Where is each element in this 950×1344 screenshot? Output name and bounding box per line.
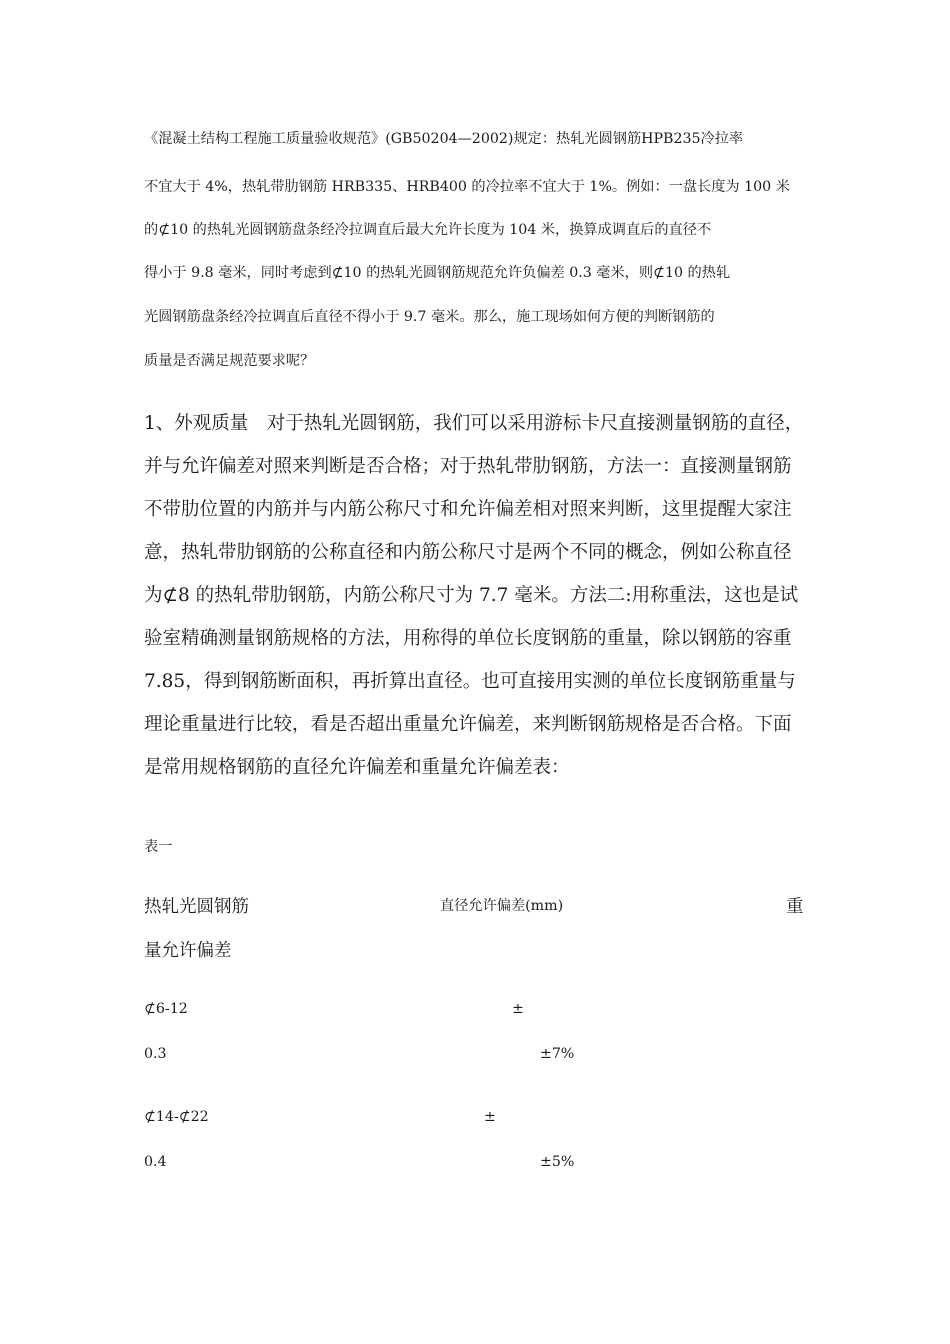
row-1-plus-minus: ± <box>512 1001 524 1017</box>
paragraph-1-line-1: 《混凝土结构工程施工质量验收规范》(GB50204—2002)规定：热轧光圆钢筋HPB235冷拉率 <box>144 131 744 147</box>
paragraph-1-line-6: 质量是否满足规范要求呢？ <box>144 353 315 369</box>
row-1-spec: ⊄6-12 <box>144 1001 188 1017</box>
row-1-weight-deviation: ±7% <box>540 1046 575 1062</box>
paragraph-2-line-8: 理论重量进行比较，看是否超出重量允许偏差，来判断钢筋规格是否合格。下面 <box>144 714 792 735</box>
paragraph-2-line-3: 不带肋位置的内筋并与内筋公称尺寸和允许偏差相对照来判断，这里提醒大家注 <box>144 499 792 520</box>
header-diameter-deviation: 直径允许偏差(mm) <box>440 898 564 914</box>
paragraph-2-line-1: 1、外观质量 对于热轧光圆钢筋，我们可以采用游标卡尺直接测量钢筋的直径， <box>144 413 804 434</box>
paragraph-2-line-7: 7.85，得到钢筋断面积，再折算出直径。也可直接用实测的单位长度钢筋重量与 <box>144 671 796 692</box>
paragraph-2-line-4: 意，热轧带肋钢筋的公称直径和内筋公称尺寸是两个不同的概念，例如公称直径 <box>144 542 792 563</box>
row-2-diameter-deviation: 0.4 <box>144 1154 167 1170</box>
header-weight-deviation-part1: 重 <box>786 897 804 917</box>
row-2-plus-minus: ± <box>484 1109 496 1125</box>
paragraph-1-line-3: 的⊄10 的热轧光圆钢筋盘条经冷拉调直后最大允许长度为 104 米，换算成调直后的直径不 <box>144 222 712 238</box>
row-2-weight-deviation: ±5% <box>540 1154 575 1170</box>
paragraph-1-line-4: 得小于 9.8 毫米，同时考虑到⊄10 的热轧光圆钢筋规范允许负偏差 0.3 毫米，则⊄10 的热轧 <box>144 265 731 281</box>
paragraph-1-line-2: 不宜大于 4%，热轧带肋钢筋 HRB335、HRB400 的冷拉率不宜大于 1%。例如：一盘长度为 100 米 <box>144 179 790 195</box>
paragraph-2-line-2: 并与允许偏差对照来判断是否合格；对于热轧带肋钢筋，方法一：直接测量钢筋 <box>144 456 792 477</box>
row-1-diameter-deviation: 0.3 <box>144 1046 167 1062</box>
header-weight-deviation-part2: 量允许偏差 <box>144 941 232 961</box>
table-caption: 表一 <box>144 839 173 855</box>
header-steel-type: 热轧光圆钢筋 <box>144 897 249 917</box>
row-2-spec: ⊄14-⊄22 <box>144 1109 209 1125</box>
paragraph-1-line-5: 光圆钢筋盘条经冷拉调直后直径不得小于 9.7 毫米。那么，施工现场如何方便的判断钢筋的 <box>144 309 715 325</box>
paragraph-2-line-9: 是常用规格钢筋的直径允许偏差和重量允许偏差表： <box>144 757 570 778</box>
paragraph-2-line-6: 验室精确测量钢筋规格的方法，用称得的单位长度钢筋的重量，除以钢筋的容重 <box>144 628 792 649</box>
paragraph-2-line-5: 为⊄8 的热轧带肋钢筋，内筋公称尺寸为 7.7 毫米。方法二:用称重法，这也是试 <box>144 585 799 606</box>
